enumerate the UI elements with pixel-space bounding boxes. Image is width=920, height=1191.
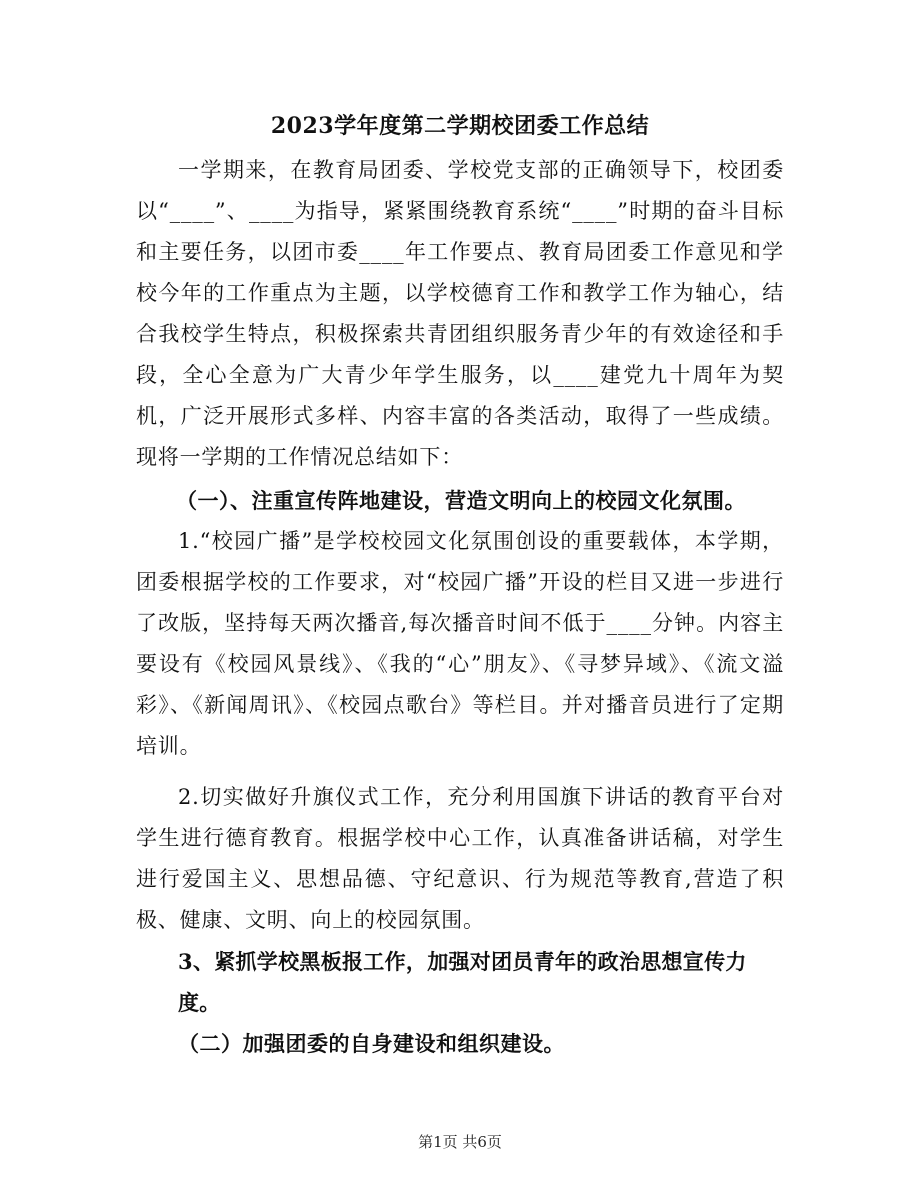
item3-heading: 3、紧抓学校黑板报工作，加强对团员青年的政治思想宣传力度。 — [178, 949, 747, 1015]
item1-paragraph: 1.“校园广播”是学校校园文化氛围创设的重要载体，本学期，团委根据学校的工作要求，对“校园广播”开设的栏目又进一步进行了改版，坚持每天两次播音,每次播音时间不低于____分钟。内容主要设有《校园风景线》、《我的“心”朋友》、《寻梦异域》、《流文溢彩》、《新闻周讯》、《校园点歌台》等栏目。并对播音员进行了定期培训。 — [136, 529, 784, 758]
page-number: 第1页 共6页 — [418, 1133, 502, 1151]
section1-heading: （一）、注重宣传阵地建设，营造文明向上的校园文化氛围。 — [176, 488, 746, 513]
paragraph-spacer — [136, 767, 784, 777]
section2-heading: （二）加强团委的自身建设和组织建设。 — [178, 1031, 565, 1056]
document-body — [136, 150, 784, 1064]
document-title: 2023学年度第二学期校团委工作总结 — [270, 113, 650, 139]
item2-paragraph: 2.切实做好升旗仪式工作，充分利用国旗下讲话的教育平台对学生进行德育教育。根据学校中心工作，认真准备讲话稿，对学生进行爱国主义、思想品德、守纪意识、行为规范等教育,营造了积极、健康、文明、向上的校园氛围。 — [136, 785, 784, 932]
intro-paragraph: 一学期来，在教育局团委、学校党支部的正确领导下，校团委以“____”、____为指导，紧紧围绕教育系统“____”时期的奋斗目标和主要任务，以团市委____年工作要点、教育局团委工作意见和学校今年的工作重点为主题，以学校德育工作和教学工作为轴心，结合我校学生特点，积极探索共青团组织服务青少年的有效途径和手段，全心全意为广大青少年学生服务，以____建党九十周年为契机，广泛开展形式多样、内容丰富的各类活动，取得了一些成绩。现将一学期的工作情况总结如下： — [136, 158, 784, 469]
